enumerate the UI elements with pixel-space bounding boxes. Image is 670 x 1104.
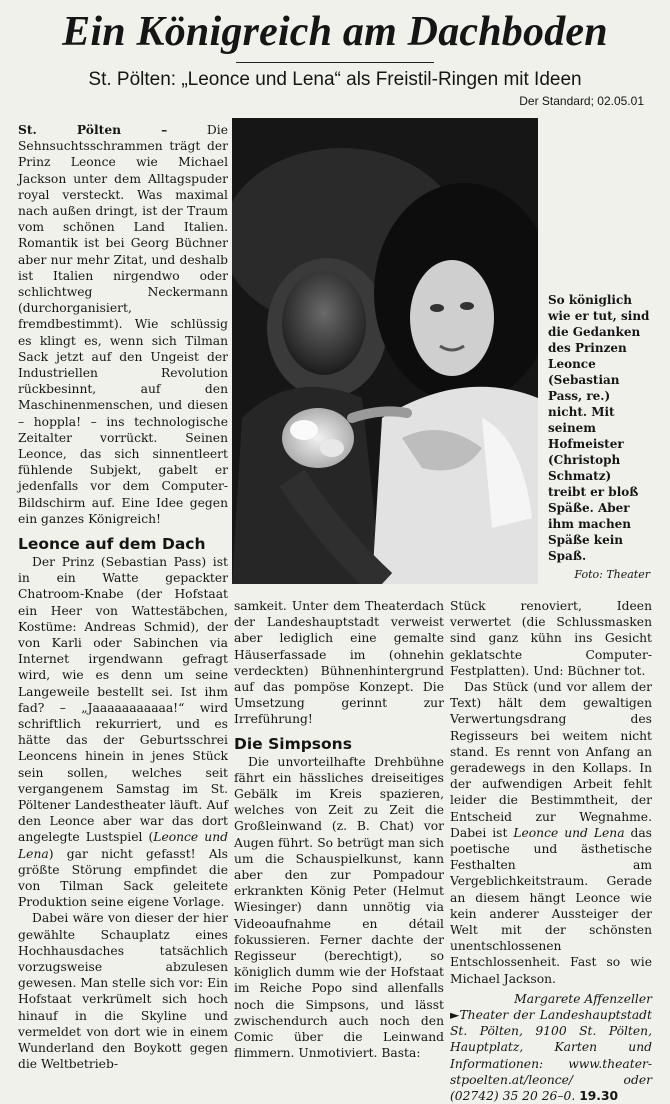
section1-paragraph-2: Dabei wäre von dieser der hier gewählte Schauplatz eines Hochhausdaches tatsächlich vorzugsweise abzulesen gewesen. Man stelle sich vor: Ein Hofstaat verkrümelt sich hoch hinauf in die Skyline und vermeldet von dort wie in einem Wunderland den Boykott gegen die Weltbetrieb- [18,911,228,1072]
arrow-icon: ► [450,1008,460,1023]
source-line: Der Standard; 02.05.01 [519,94,644,108]
headline-rule [236,62,434,63]
column-right [450,598,652,1104]
section2-text-b: das poetische und ästhetische Festhalten am Vergeblichkeitstraum. Gerade an diesem hängt Leonce wie kein anderer Aussteiger der Welt mit der schönsten unentschlossenen Entschlossenheit. Fast so wie Michael Jackson. [450,825,652,986]
dateline: St. Pölten – [18,122,168,137]
section2-paragraph-1: Die unvorteilhafte Drehbühne fährt ein hässliches dreiseitiges Gebälk im Kreis spazieren, welches von Zeit zu Zeit die Großleinwand (z. B. Chat) vor Augen führt. So betrügt man sich um die Schauspielkunst, kann aber den zur Pompadour erkrankten König Peter (Helmut Wiesinger) dann unnötig via Videoaufnahme en détail fokussieren. Ferner dachte der Regisseur (berechtigt), so königlich dumm wie der Hofstaat im Reiche Popo sind allenfalls noch die Simpsons, und lässt zwischendurch auch noch den Comic über die Leinwand flimmern. Unmotiviert. Basta: [234,754,444,1061]
section2-continuation: Stück renoviert, Ideen verwertet (die Schlussmasken sind ganz kühn ins Gesicht geklatschte Computer-Festplatten). Und: Büchner tot. [450,599,652,678]
theater-info [450,1007,652,1104]
play-title-2: Leonce und Lena [513,825,625,840]
section2-text-a: Das Stück (und vor allem der Text) hält dem gewaltigen Verwertungsdrang des Regisseurs bei weitem nicht stand. Es rennt von Anfang an geradewegs in den Kollaps. In der aufwendigen Arbeit fehlt leider die Bestimmtheit, der Entscheid zur Wegnahme. Dabei ist [450,680,652,840]
article-photo [232,118,538,584]
photo-caption: So königlich wie er tut, sind die Gedanken des Prinzen Leonce (Sebastian Pass, re.) nicht. Mit seinem Hofmeister (Christoph Schmatz) treibt er bloß Späße. Aber ihm machen Späße kein Spaß. [548,293,650,563]
section-heading-leonce: Leonce auf dem Dach [18,535,206,553]
section1-text: Der Prinz (Sebastian Pass) ist in ein Watte gepackter Chatroom-Knabe (der Hofstaat ein Heer von Wattestäbchen, Kostüme: Andreas Schmid), der von Karli oder Sabinchen via Internet irgendwann gefragt wird, wie es denn um seine Langeweile bestellt sei. Ist ihm fad? – „Jaaaaaaaaaaa!“ wird schriftlich rekurriert, und es hätte das der Geburtsschrei Leoncens hinein in jenes Stück sein sollen, welches seit vergangenem Samstag im St. Pöltener Landestheater läuft. Auf den Leonce aber war das dort angelegte Lustspiel ( [18,555,228,845]
intro-column [18,122,228,527]
play-title: Leonce und Lena [18,830,228,861]
intro-text: Die Sehnsuchtsschrammen trägt der Prinz Leonce wie Michael Jackson unter dem Alltagspuder royal versteckt. Was maximal nach außen dringt, ist der Traum vom schönen Land Italien. Romantik ist bei Georg Büchner aber nur mehr Zitat, und deshalb ist Italien nirgendwo oder schlichtweg Neckermann (durchorganisiert, fremdbestimmt). Wie schlüssig es klingt es, wenn sich Tilman Sack jetzt auf den Ungeist der Industriellen Revolution rückbesinnt, auf den Maschinenmenschen, und diesen – hoppla! – ins technologische Zeitalter vorrückt. Seinen Leonce, das sich sinnentleert fühlende Subjekt, gabelt er jedenfalls vor dem Computer-Bildschirm auf. Eine Idee gegen ein ganzes Königreich! [18,123,228,526]
info-text: Theater der Landeshauptstadt St. Pölten, 9100 St. Pölten, Hauptplatz, Karten und Informationen: www.theater-stpoelten.at/leonce/ oder (02742) 35 20 26–0. [450,1008,652,1104]
section-heading-simpsons: Die Simpsons [234,734,352,753]
photo-illustration [232,118,538,584]
column-middle [234,598,444,1061]
column-left [18,535,228,1073]
headline: Ein Königreich am Dachboden [62,9,608,55]
section1-continuation: samkeit. Unter dem Theaterdach der Landeshauptstadt verweist aber lediglich eine gemalte Häuserfassade im (ohnehin verdeckten) Bühnenhintergrund auf das pompöse Konzept. Die Umsetzung gerinnt zur Irreführung! [234,599,444,727]
author: Margarete Affenzeller [514,991,652,1006]
photo-credit: Foto: Theater [574,568,650,581]
subheadline: St. Pölten: „Leonce und Lena“ als Freistil-Ringen mit Ideen [88,69,582,90]
showtime: 19.30 [579,1089,619,1104]
section1-text-end: ) gar nicht gefasst! Als größte Störung empfindet die von Tilman Sack geleitete Produktion seine eigene Vorlage. [18,846,228,910]
